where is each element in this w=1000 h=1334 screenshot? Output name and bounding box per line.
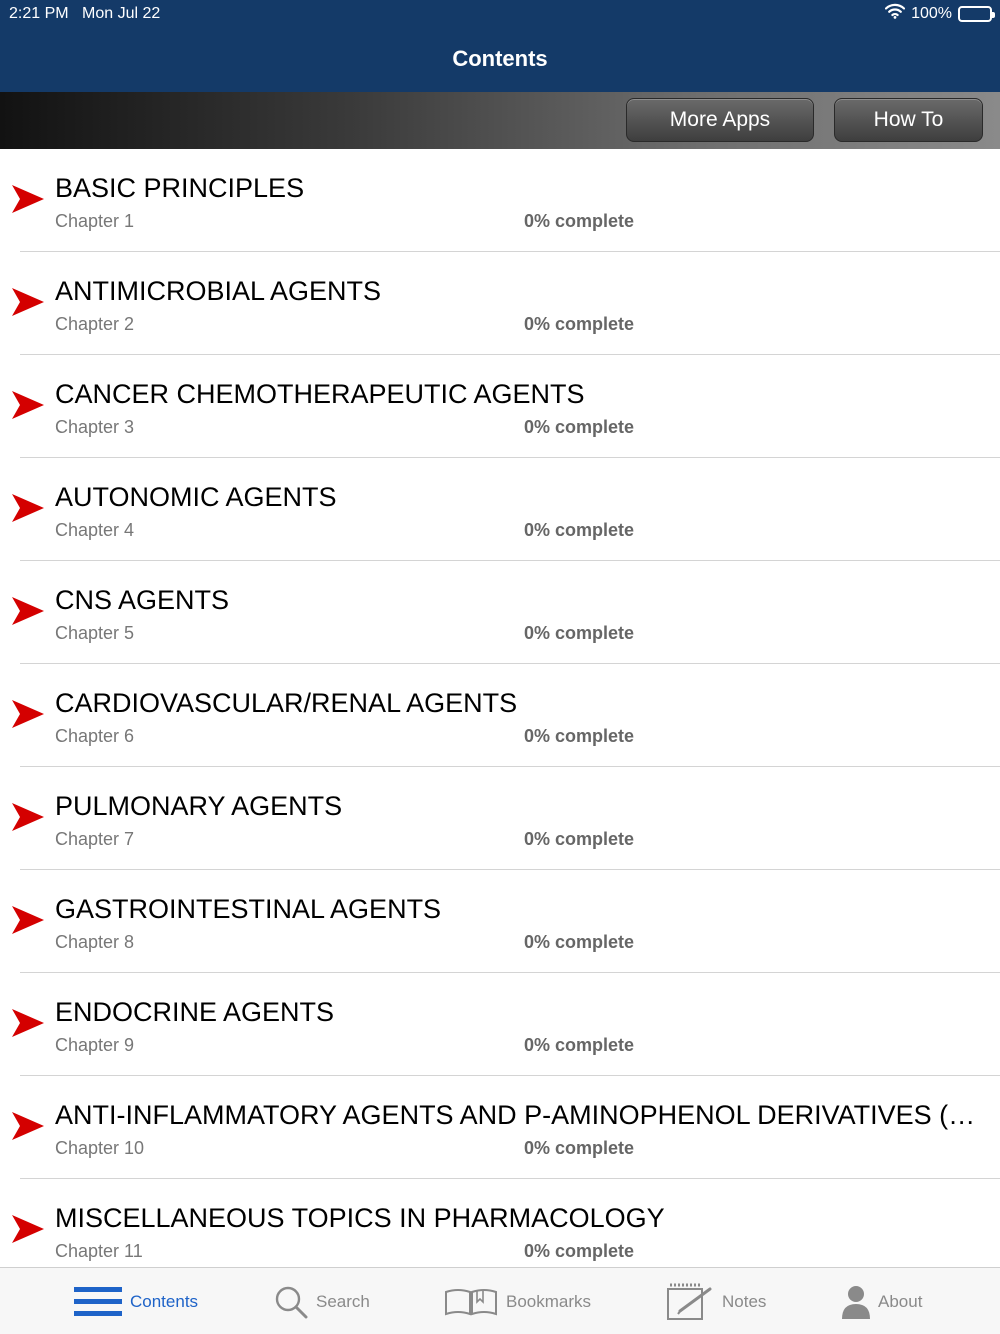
chevron-right-icon xyxy=(12,389,44,421)
book-icon xyxy=(444,1287,498,1317)
notepad-icon xyxy=(666,1283,714,1321)
chapter-progress: 0% complete xyxy=(524,932,635,952)
page-title: Contents xyxy=(452,46,548,71)
chapter-number: Chapter 4 xyxy=(55,520,135,540)
chapter-number: Chapter 7 xyxy=(55,829,135,849)
tab-about-label: About xyxy=(878,1291,923,1311)
chapter-row[interactable] xyxy=(0,664,1000,767)
chevron-right-icon xyxy=(12,1110,44,1142)
chapter-number: Chapter 3 xyxy=(55,417,135,437)
chapter-progress: 0% complete xyxy=(524,314,635,334)
chevron-right-icon xyxy=(12,801,44,833)
chevron-right-icon xyxy=(12,492,44,524)
tab-bar xyxy=(0,1267,1000,1334)
chapter-number: Chapter 11 xyxy=(55,1241,143,1261)
chapter-list xyxy=(0,149,1000,1267)
chapter-row[interactable] xyxy=(0,870,1000,973)
wifi-icon xyxy=(885,3,905,24)
tab-notes[interactable] xyxy=(666,1268,766,1334)
chevron-right-icon xyxy=(12,595,44,627)
chapter-title: CANCER CHEMOTHERAPEUTIC AGENTS xyxy=(55,379,585,409)
chapter-title: ANTI-INFLAMMATORY AGENTS AND P-AMINOPHENOL DERIVATIVES (… xyxy=(55,1100,976,1130)
chapter-row[interactable] xyxy=(0,1179,1000,1267)
tab-contents-label: Contents xyxy=(130,1291,199,1311)
chapter-progress: 0% complete xyxy=(524,726,635,746)
chapter-number: Chapter 10 xyxy=(55,1138,145,1158)
status-time: 2:21 PM xyxy=(9,5,69,22)
chapter-row[interactable] xyxy=(0,1076,1000,1179)
chapter-title: CNS AGENTS xyxy=(55,585,230,615)
tab-contents[interactable] xyxy=(74,1268,198,1334)
chapter-row[interactable] xyxy=(0,458,1000,561)
list-icon xyxy=(74,1285,122,1319)
chapter-title: BASIC PRINCIPLES xyxy=(55,173,305,203)
toolbar xyxy=(0,92,1000,149)
status-date: Mon Jul 22 xyxy=(82,5,161,22)
top-bar xyxy=(0,0,1000,92)
chapter-title: AUTONOMIC AGENTS xyxy=(55,482,337,512)
chapter-number: Chapter 8 xyxy=(55,932,135,952)
chapter-row[interactable] xyxy=(0,355,1000,458)
battery-icon xyxy=(958,6,992,22)
chevron-right-icon xyxy=(12,1007,44,1039)
chapter-title: GASTROINTESTINAL AGENTS xyxy=(55,894,442,924)
chapter-progress: 0% complete xyxy=(524,211,635,231)
chapter-progress: 0% complete xyxy=(524,1035,635,1055)
chapter-progress: 0% complete xyxy=(524,417,635,437)
chapter-progress: 0% complete xyxy=(524,623,635,643)
chapter-row[interactable] xyxy=(0,252,1000,355)
chapter-row[interactable] xyxy=(0,973,1000,1076)
chevron-right-icon xyxy=(12,904,44,936)
chapter-title: PULMONARY AGENTS xyxy=(55,791,343,821)
chapter-title: ANTIMICROBIAL AGENTS xyxy=(55,276,382,306)
tab-notes-label: Notes xyxy=(722,1291,767,1311)
chapter-number: Chapter 1 xyxy=(55,211,135,231)
chapter-row[interactable] xyxy=(0,561,1000,664)
more-apps-button[interactable]: More Apps xyxy=(626,98,814,142)
tab-search[interactable] xyxy=(274,1268,370,1334)
how-to-button[interactable]: How To xyxy=(834,98,983,142)
chapter-title: CARDIOVASCULAR/RENAL AGENTS xyxy=(55,688,518,718)
chapter-number: Chapter 6 xyxy=(55,726,135,746)
chapter-progress: 0% complete xyxy=(524,1138,635,1158)
chevron-right-icon xyxy=(12,183,44,215)
tab-about[interactable] xyxy=(842,1268,922,1334)
search-icon xyxy=(274,1285,308,1319)
chapter-row[interactable] xyxy=(0,767,1000,870)
chapter-number: Chapter 2 xyxy=(55,314,135,334)
chapter-title: ENDOCRINE AGENTS xyxy=(55,997,335,1027)
battery-percent: 100% xyxy=(911,4,952,22)
chapter-number: Chapter 9 xyxy=(55,1035,135,1055)
chapter-row[interactable] xyxy=(0,149,1000,252)
tab-bookmarks-label: Bookmarks xyxy=(506,1291,592,1311)
chapter-progress: 0% complete xyxy=(524,1241,635,1261)
chapter-progress: 0% complete xyxy=(524,520,635,540)
chevron-right-icon xyxy=(12,698,44,730)
person-icon xyxy=(842,1285,870,1319)
chapter-title: MISCELLANEOUS TOPICS IN PHARMACOLOGY xyxy=(55,1203,665,1233)
chapter-number: Chapter 5 xyxy=(55,623,135,643)
tab-bookmarks[interactable] xyxy=(444,1268,591,1334)
chevron-right-icon xyxy=(12,286,44,318)
tab-search-label: Search xyxy=(316,1291,370,1311)
status-right xyxy=(885,3,992,24)
chevron-right-icon xyxy=(12,1213,44,1245)
chapter-progress: 0% complete xyxy=(524,829,635,849)
status-bar xyxy=(0,0,1000,28)
